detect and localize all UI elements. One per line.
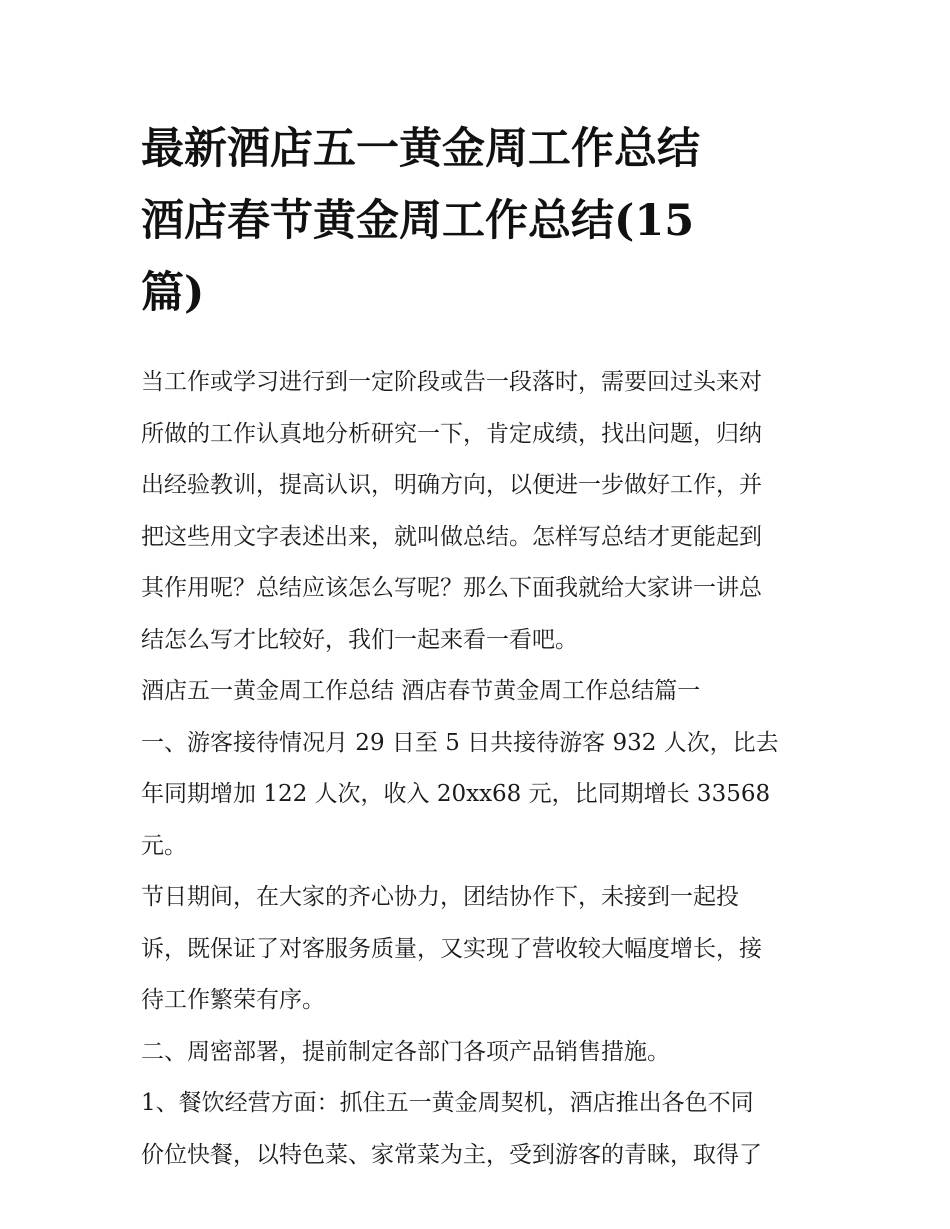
document-title: 最新酒店五一黄金周工作总结 酒店春节黄金周工作总结(15 篇) (141, 124, 700, 318)
document-body (141, 357, 821, 1181)
paragraph-catering: 1、餐饮经营方面：抓住五一黄金周契机，酒店推出各色不同 价位快餐，以特色菜、家常菜为主，受到游客的青睐，取得了 (141, 1090, 762, 1168)
paragraph-deployment: 二、周密部署，提前制定各部门各项产品销售措施。 (141, 1038, 670, 1065)
section-heading: 酒店五一黄金周工作总结 酒店春节黄金周工作总结篇一 (141, 678, 701, 704)
paragraph-visitor-reception: 一、游客接待情况月 29 日至 5 日共接待游客 932 人次，比去 年同期增加 122 人次，收入 20xx68 元，比同期增长 33568 元。 节日期间，在大家的齐心协力，团结协作下，未接到一起投 诉，既保证了对客服务质量，又实现了营收较大幅度增长，接 待工作繁荣有序。 (141, 729, 779, 1013)
intro-paragraph: 当工作或学习进行到一定阶段或告一段落时，需要回过头来对 所做的工作认真地分析研究一下，肯定成绩，找出问题，归纳 出经验教训，提高认识，明确方向，以便进一步做好工作，并 把这些用文字表述出来，就叫做总结。怎样写总结才更能起到 其作用呢？总结应该怎么写呢？那么下面我就给大家讲一讲总 结怎么写才比较好，我们一起来看一看吧。 (141, 369, 762, 653)
